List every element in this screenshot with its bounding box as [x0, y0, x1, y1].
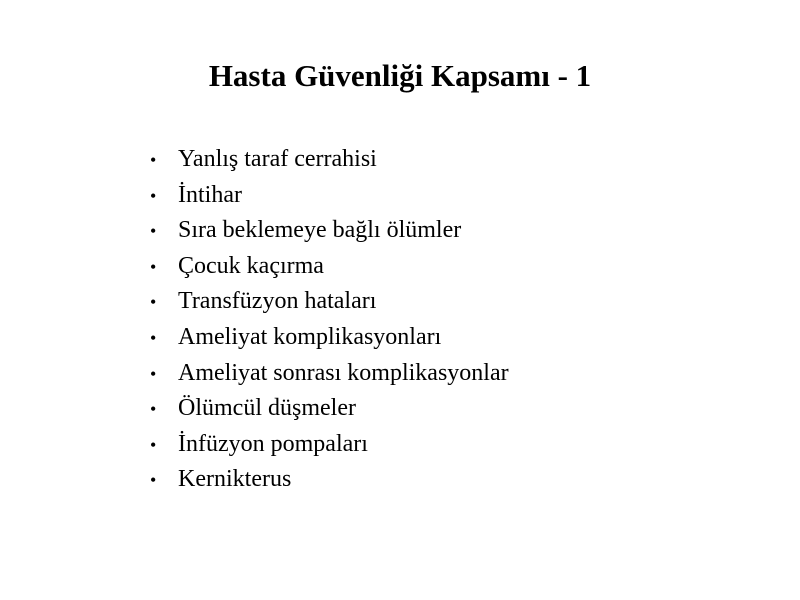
bullet-icon: •: [150, 256, 157, 277]
list-item: [150, 213, 509, 249]
slide-title: Hasta Güvenliği Kapsamı - 1: [208, 58, 592, 93]
list-item-text: Çocuk kaçırma: [178, 252, 324, 279]
list-item-text: Ameliyat komplikasyonları: [178, 323, 442, 350]
bullet-icon: •: [150, 363, 157, 384]
list-item-text: Ameliyat sonrası komplikasyonlar: [178, 359, 509, 386]
list-item-text: İntihar: [178, 181, 242, 208]
list-item: [150, 178, 509, 214]
bullet-icon: •: [150, 434, 157, 455]
list-item-text: Yanlış taraf cerrahisi: [178, 146, 377, 172]
list-item: [150, 249, 509, 285]
list-item-text: Sıra beklemeye bağlı ölümler: [178, 217, 462, 244]
list-item: [150, 320, 509, 356]
bullet-icon: •: [150, 470, 157, 491]
list-item-text: Ölümcül düşmeler: [178, 395, 356, 422]
bullet-icon: •: [150, 185, 157, 206]
bullet-icon: •: [150, 399, 157, 420]
bullet-icon: •: [150, 150, 157, 170]
bullet-icon: •: [150, 327, 157, 348]
bullet-list: [150, 142, 509, 498]
bullet-icon: •: [150, 292, 157, 313]
list-item-text: Transfüzyon hataları: [178, 288, 377, 315]
list-item: [150, 356, 509, 392]
list-item: [150, 462, 509, 498]
bullet-icon: •: [150, 221, 157, 242]
list-item: [150, 391, 509, 427]
list-item: [150, 142, 509, 178]
list-item: [150, 284, 509, 320]
list-item-text: İnfüzyon pompaları: [178, 430, 368, 457]
list-item: [150, 427, 509, 463]
list-item-text: Kernikterus: [178, 466, 292, 493]
